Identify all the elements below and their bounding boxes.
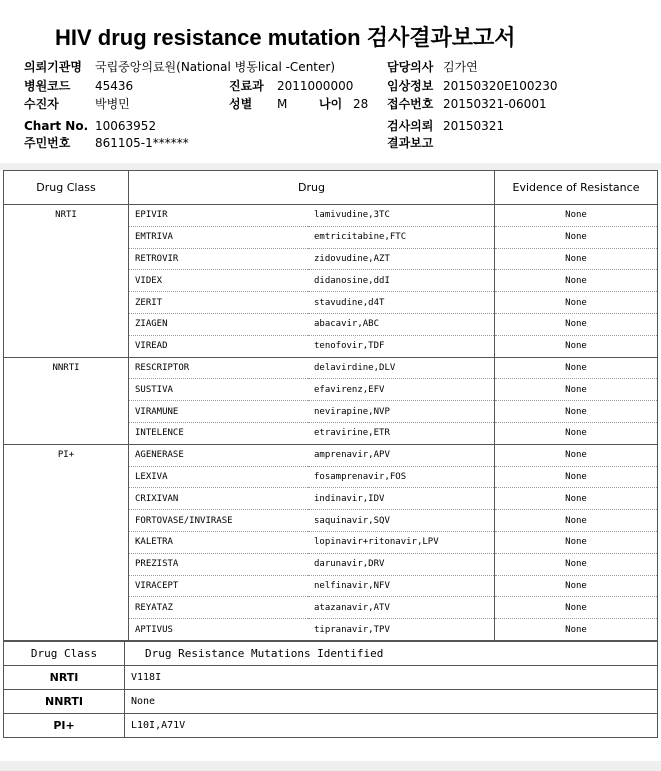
generic-name-cell: fosamprenavir,FOS — [308, 466, 495, 488]
generic-name-cell: tenofovir,TDF — [308, 335, 495, 357]
mutation-table-header — [4, 642, 658, 666]
mutation-row — [4, 714, 658, 738]
brand-name-cell: KALETRA — [129, 531, 309, 553]
evidence-cell: None — [495, 292, 658, 314]
clinical-label: 임상정보 — [387, 79, 434, 93]
receipt-value: 20150321-06001 — [443, 97, 547, 111]
id-label: 주민번호 — [24, 136, 71, 150]
generic-name-cell: amprenavir,APV — [308, 444, 495, 466]
mutation-row — [4, 690, 658, 714]
drug-row — [4, 357, 658, 379]
doctor-label: 담당의사 — [387, 60, 434, 74]
header-evidence: Evidence of Resistance — [495, 171, 658, 205]
chart-no-label: Chart No. — [24, 119, 89, 133]
hospital-code-label: 병원코드 — [24, 79, 71, 93]
section-divider — [0, 163, 661, 170]
generic-name-cell: nevirapine,NVP — [308, 401, 495, 423]
evidence-cell: None — [495, 510, 658, 532]
brand-name-cell: SUSTIVA — [129, 379, 309, 401]
brand-name-cell: VIRACEPT — [129, 575, 309, 597]
request-value: 20150321 — [443, 119, 505, 133]
mutation-value-cell: None — [125, 690, 658, 714]
drug-resistance-table — [3, 170, 658, 641]
mutation-class-cell: PI+ — [4, 714, 125, 738]
brand-name-cell: LEXIVA — [129, 466, 309, 488]
brand-name-cell: RETROVIR — [129, 248, 309, 270]
dept-value: 2011000000 — [277, 79, 354, 93]
brand-name-cell: ZIAGEN — [129, 313, 309, 335]
brand-name-cell: ZERIT — [129, 292, 309, 314]
bottom-divider — [0, 761, 661, 771]
age-value: 28 — [353, 97, 369, 111]
mutation-row — [4, 666, 658, 690]
sex-label: 성별 — [229, 97, 253, 111]
header-drug: Drug — [129, 171, 495, 205]
evidence-cell: None — [495, 575, 658, 597]
institution-label: 의뢰기관명 — [24, 60, 82, 74]
receipt-label: 접수번호 — [387, 97, 434, 111]
brand-name-cell: RESCRIPTOR — [129, 357, 309, 379]
generic-name-cell: etravirine,ETR — [308, 422, 495, 444]
generic-name-cell: saquinavir,SQV — [308, 510, 495, 532]
brand-name-cell: INTELENCE — [129, 422, 309, 444]
generic-name-cell: lamivudine,3TC — [308, 205, 495, 227]
mutation-table — [3, 641, 658, 738]
mutation-class-cell: NRTI — [4, 666, 125, 690]
brand-name-cell: APTIVUS — [129, 619, 309, 641]
brand-name-cell: PREZISTA — [129, 553, 309, 575]
generic-name-cell: darunavir,DRV — [308, 553, 495, 575]
evidence-cell: None — [495, 335, 658, 357]
header-drug-class: Drug Class — [4, 171, 129, 205]
drug-class-cell: PI+ — [4, 444, 129, 640]
evidence-cell: None — [495, 553, 658, 575]
header-mut-class: Drug Class — [4, 642, 125, 666]
brand-name-cell: VIREAD — [129, 335, 309, 357]
report-label: 결과보고 — [387, 136, 434, 150]
chart-no-value: 10063952 — [95, 119, 157, 133]
evidence-cell: None — [495, 422, 658, 444]
evidence-cell: None — [495, 401, 658, 423]
evidence-cell: None — [495, 444, 658, 466]
evidence-cell: None — [495, 531, 658, 553]
doctor-value: 김가연 — [443, 60, 478, 74]
patient-value: 박병민 — [95, 97, 130, 111]
drug-class-cell: NRTI — [4, 205, 129, 358]
brand-name-cell: VIRAMUNE — [129, 401, 309, 423]
generic-name-cell: tipranavir,TPV — [308, 619, 495, 641]
brand-name-cell: VIDEX — [129, 270, 309, 292]
dept-label: 진료과 — [229, 79, 264, 93]
evidence-cell: None — [495, 313, 658, 335]
brand-name-cell: AGENERASE — [129, 444, 309, 466]
generic-name-cell: abacavir,ABC — [308, 313, 495, 335]
brand-name-cell: EMTRIVA — [129, 226, 309, 248]
generic-name-cell: emtricitabine,FTC — [308, 226, 495, 248]
evidence-cell: None — [495, 248, 658, 270]
report-title: HIV drug resistance mutation 검사결과보고서 — [55, 25, 516, 50]
evidence-cell: None — [495, 597, 658, 619]
id-value: 861105-1****** — [95, 136, 189, 150]
generic-name-cell: lopinavir+ritonavir,LPV — [308, 531, 495, 553]
generic-name-cell: zidovudine,AZT — [308, 248, 495, 270]
patient-label: 수진자 — [24, 97, 59, 111]
mutation-class-cell: NNRTI — [4, 690, 125, 714]
drug-class-cell: NNRTI — [4, 357, 129, 444]
sex-value: M — [277, 97, 288, 111]
evidence-cell: None — [495, 226, 658, 248]
brand-name-cell: REYATAZ — [129, 597, 309, 619]
generic-name-cell: nelfinavir,NFV — [308, 575, 495, 597]
drug-table-header — [4, 171, 658, 205]
drug-row — [4, 205, 658, 227]
evidence-cell: None — [495, 619, 658, 641]
evidence-cell: None — [495, 488, 658, 510]
clinical-value: 20150320E100230 — [443, 79, 558, 93]
generic-name-cell: indinavir,IDV — [308, 488, 495, 510]
request-label: 검사의뢰 — [387, 119, 434, 133]
hospital-code-value: 45436 — [95, 79, 134, 93]
brand-name-cell: EPIVIR — [129, 205, 309, 227]
evidence-cell: None — [495, 270, 658, 292]
generic-name-cell: delavirdine,DLV — [308, 357, 495, 379]
institution-value: 국립중앙의료원(National 병동lical -Center) — [95, 60, 335, 74]
evidence-cell: None — [495, 466, 658, 488]
evidence-cell: None — [495, 379, 658, 401]
brand-name-cell: FORTOVASE/INVIRASE — [129, 510, 309, 532]
generic-name-cell: didanosine,ddI — [308, 270, 495, 292]
generic-name-cell: stavudine,d4T — [308, 292, 495, 314]
header-mutations: Drug Resistance Mutations Identified — [125, 642, 658, 666]
drug-row — [4, 444, 658, 466]
evidence-cell: None — [495, 205, 658, 227]
mutation-value-cell: V118I — [125, 666, 658, 690]
evidence-cell: None — [495, 357, 658, 379]
generic-name-cell: efavirenz,EFV — [308, 379, 495, 401]
generic-name-cell: atazanavir,ATV — [308, 597, 495, 619]
mutation-value-cell: L10I,A71V — [125, 714, 658, 738]
age-label: 나이 — [319, 97, 343, 111]
brand-name-cell: CRIXIVAN — [129, 488, 309, 510]
